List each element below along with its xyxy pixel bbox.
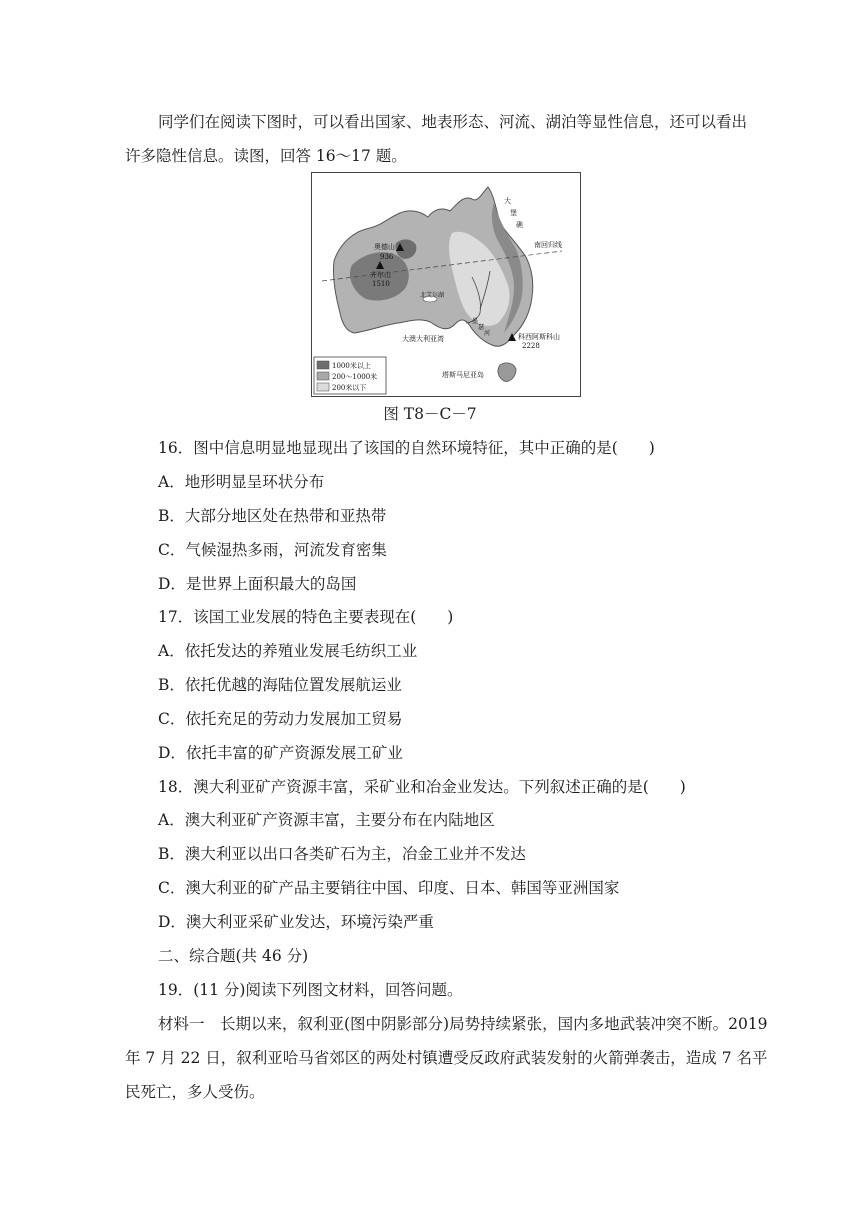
material-line-2: 年 7 月 22 日，叙利亚哈马省郊区的两处村镇遭受反政府武装发射的火箭弹袭击，造成 7 名平 [125,1049,768,1067]
label-tasmania: 塔斯马尼亚岛 [442,371,484,379]
label-river-1: 墨 [472,318,479,325]
q17-option-a: A．依托发达的养殖业发展毛纺织工业 [158,642,418,660]
figure-caption: 图 T8－C－7 [383,405,477,423]
label-kosciuszko-name: 科西阿斯科山 [518,333,560,341]
q18-option-c: C．澳大利亚的矿产品主要销往中国、印度、日本、韩国等亚洲国家 [158,879,620,897]
intro-line-2: 许多隐性信息。读图，回答 16～17 题。 [125,147,407,165]
label-mt1-height: 936 [380,253,394,261]
tasmania-shape [498,363,516,381]
map-legend [314,357,386,394]
q16-option-a: A．地形明显呈环状分布 [158,473,325,491]
australia-map [311,172,581,397]
legend-label-low: 200米以下 [332,384,367,392]
q16-stem: 16．图中信息明显地显现出了该国的自然环境特征，其中正确的是( ) [158,439,655,457]
label-reef-1: 大 [504,197,511,205]
q18-stem: 18．澳大利亚矿产资源丰富，采矿业和冶金业发达。下列叙述正确的是( ) [158,778,686,796]
q16-option-b: B．大部分地区处在热带和亚热带 [158,507,387,525]
q17-stem: 17．该国工业发展的特色主要表现在( ) [158,608,454,626]
material-line-1: 材料一 长期以来，叙利亚(图中阴影部分)局势持续紧张，国内多地武装冲突不断。2019 [158,1015,768,1033]
material-line-3: 民死亡，多人受伤。 [125,1083,265,1101]
label-river-2: 瑟 [478,324,485,331]
label-kosciuszko-height: 2228 [522,342,540,350]
q17-option-c: C．依托充足的劳动力发展加工贸易 [158,710,403,728]
q18-option-b: B．澳大利亚以出口各类矿石为主，冶金工业并不发达 [158,845,526,863]
legend-swatch-low [317,383,329,391]
label-lake: 北艾尔湖 [420,292,445,299]
label-tropic: 南回归线 [534,241,562,249]
q19-stem: 19．(11 分)阅读下列图文材料，回答问题。 [158,981,463,999]
q18-option-a: A．澳大利亚矿产资源丰富，主要分布在内陆地区 [158,811,495,829]
legend-swatch-high [317,361,329,369]
q17-option-d: D．依托丰富的矿产资源发展工矿业 [158,744,403,762]
label-mt1-name: 奥德山 [374,243,395,251]
q17-option-b: B．依托优越的海陆位置发展航运业 [158,676,402,694]
legend-label-high: 1000米以上 [332,362,371,370]
legend-label-mid: 200～1000米 [332,373,378,381]
section-2-heading: 二、综合题(共 46 分) [158,947,309,965]
australia-map-svg [312,173,580,396]
label-mt2-height: 1510 [372,280,390,288]
label-river-3: 河 [484,330,491,337]
label-reef-2: 堡 [510,209,517,217]
intro-line-1: 同学们在阅读下图时，可以看出国家、地表形态、河流、湖泊等显性信息，还可以看出 [158,113,748,131]
label-bight: 大澳大利亚湾 [402,335,444,343]
q16-option-d: D．是世界上面积最大的岛国 [158,575,357,593]
q18-option-d: D．澳大利亚采矿业发达，环境污染严重 [158,913,434,931]
q16-option-c: C．气候湿热多雨，河流发育密集 [158,541,387,559]
label-reef-3: 礁 [516,221,523,229]
label-mt2-name: 齐尔山 [370,271,391,279]
legend-swatch-mid [317,372,329,380]
